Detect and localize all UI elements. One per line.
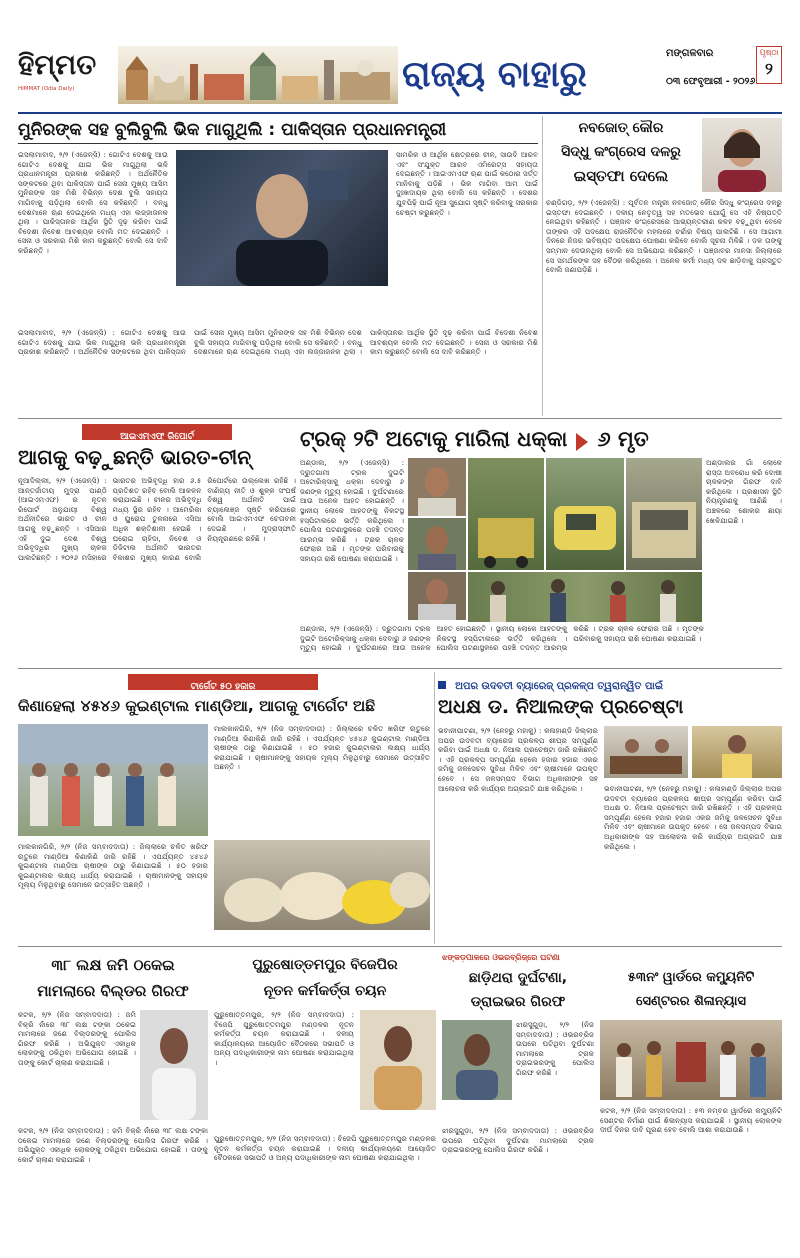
imf-article-body: ନୂଆଦିଲ୍ଲୀ, ୨/୨ (ଏଜେନ୍ସି) : ଆନ୍ତର୍ଜାତୀୟ ମୁଦ୍ରା ପାଣ୍ଠି (ଆଇଏମଏଫ) ର ନୂତନ ରିପୋର୍ଟ ଅନୁଯାୟୀ ବିଶ୍ୱ ଅର୍ଥନୀତିରେ ଭାରତ ଓ ଚୀନ ଆଗକୁ ବଢ଼ୁଛନ୍ତି । ଏସିଆର ଏହି ଦୁଇ ଦେଶ ବିଶ୍ୱ ଅଭିବୃଦ୍ଧିର ମୁଖ୍ୟ ଚାଳକ ପାଲଟିଛନ୍ତି । ୨୦୨୬ ମସିହାରେ ଭାରତର ଅଭିବୃଦ୍ଧି ହାର ୬.୫ ପ୍ରତିଶତ ରହିବ ବୋଲି ଆକଳନ କରାଯାଇଛି । ଚୀନର ଅଭିବୃଦ୍ଧି ମଧ୍ୟ ସ୍ଥିର ରହିବ । ଆମେରିକା ଓ ୟୁରୋପ ତୁଳନାରେ ଏସିଆ ଅଧିକ ଶକ୍ତିଶାଳୀ ହେଉଛି । ଘରୋଇ ଚାହିଦା, ନିବେଶ ଓ ଡିଜିଟାଲ ଅର୍ଥନୀତି ଭାରତର ବିକାଶର ମୁଖ୍ୟ କାରଣ ବୋଲି ରିପୋର୍ଟରେ ଉଲ୍ଲେଖ ରହିଛି । ବାଣିଜ୍ୟ ନୀତି ଓ ଶୁଳ୍କ ସଂଘର୍ଷ ବିଶ୍ୱ ଅର୍ଥନୀତି ପାଇଁ ଚ୍ୟାଲେଞ୍ଜ ସୃଷ୍ଟି କରିପାରେ ବୋଲି ଆଇଏମଏଫ ଚେତାବନୀ ଦେଇଛି । ମୁଦ୍ରାସ୍ଫୀତି ନିୟନ୍ତ୍ରଣରେ ରହିଛି । [18, 476, 296, 562]
story-navjot-kaur [546, 116, 782, 414]
story-bjp-office-bearers [214, 950, 436, 1240]
masthead-rule [18, 112, 782, 114]
divider-row2 [18, 668, 782, 669]
barrage-headline: ଅଧକ୍ଷ ଡ. ନିଆଲଙ୍କ ପ୍ରଚେଷ୍ଟା [438, 696, 684, 718]
column-divider-middle [434, 672, 435, 944]
bjp-article-cont: ପୁରୁଷୋତ୍ତମପୁର, ୨/୨ (ନିଜ ସମ୍ବାଦଦାତା) : ବିଜେପି ପୁରୁଷୋତ୍ତମପୁର ମଣ୍ଡଳର ନୂତନ କର୍ମକର୍ତ୍ତା ଚୟନ କରାଯାଇଛି । ଦଳୀୟ କାର୍ଯ୍ୟାଳୟରେ ଆୟୋଜିତ ବୈଠକରେ ସଭାପତି ଓ ଅନ୍ୟ ପଦାଧିକାରୀଙ୍କ ନାମ ଘୋଷଣା କରାଯାଇଥିଲା । [214, 1134, 436, 1163]
city-skyline-banner [118, 46, 398, 104]
meeting-photo-2 [692, 726, 782, 778]
portrait-man [360, 1010, 436, 1110]
divider-row3 [18, 946, 782, 947]
overbridge-article-body: ଝାରସୁଗୁଡ଼ା, ୨/୨ (ନିଜ ସମ୍ବାଦଦାତା) : ଓଭରବ୍ରିଜ ଉପରେ ଘଟିଥିବା ଦୁର୍ଘଟଣା ମାମଲାରେ ଟ୍ରକ ଡ୍ରାଇଭରଙ୍କୁ ପୋଲିସ ଗିରଫ କରିଛି । [516, 1020, 594, 1077]
sacks-illustration [214, 840, 430, 930]
portrait-silhouette-woman [702, 118, 782, 192]
victim-photo-3 [408, 572, 466, 620]
driver-photo [442, 1020, 512, 1100]
article-continuation: ଇସଲାମାବାଦ, ୨/୨ (ଏଜେନ୍ସି) : ଗୋଟିଏ ଦେଶକୁ ଆଉ ଗୋଟିଏ ଦେଶକୁ ଯାଇ ଭିକ ମାଗୁଥିଲା ଭଳି ପ୍ରଧାନମନ୍ତ୍ରୀ ପ୍ରକାଶ କରିଛନ୍ତି । ଅର୍ଥନୈତିକ ସଙ୍କଟରେ ଥିବା ପାକିସ୍ତାନ ପାଇଁ ସେନା ମୁଖ୍ୟ ଆସିମ ମୁନିରଙ୍କ ସହ ମିଶି ବିଭିନ୍ନ ଦେଶ ବୁଲି ସହାୟତା ମାଗିବାକୁ ପଡ଼ିଥିଲା ବୋଲି ସେ କହିଛନ୍ତି । ବନ୍ଧୁ ଦେଶମାନେ ଋଣ ଦେଇଥିଲେ ମଧ୍ୟ ଏହା ଲଜ୍ଜାଜନକ ଥିଲା । ପାକିସ୍ତାନର ଆର୍ଥିକ ସ୍ଥିତି ଦୃଢ଼ କରିବା ପାଇଁ ବିଦେଶୀ ନିବେଶ ଆବଶ୍ୟକ ବୋଲି ମତ ଦେଇଛନ୍ତି । ସେନା ଓ ସରକାର ମିଶି କାମ କରୁଛନ୍ତି ବୋଲି ସେ ଦାବି କରିଛନ୍ତି । [18, 328, 538, 357]
officials-group [18, 724, 208, 836]
page-number: ୨ [765, 59, 773, 78]
arrow-marker-icon [576, 433, 588, 451]
story-barrage-project [438, 672, 782, 942]
portrait-man [442, 1020, 512, 1100]
person-photo [408, 518, 466, 570]
barrage-kicker-text: ଅପର ଉଦବତୀ ବ୍ୟାରେଜ୍ ପ୍ରକଳ୍ପ ତ୍ୱରାନ୍ୱିତ ପାଇଁ [455, 681, 664, 692]
navjot-headline-line1: ନବଜୋତ୍ କୌର [578, 120, 664, 136]
foundation-ceremony-photo [600, 1020, 782, 1100]
mandia-article-body: ମାଲକାନଗିରି, ୨/୨ (ନିଜ ସମ୍ବାଦଦାତା) : ଜିଲ୍ଲାରେ ଚଳିତ ଖରିଫ ଋତୁରେ ମାଣ୍ଡିଆ କିଣାକିଣି ଜାରି ରହିଛି । ଏପର୍ଯ୍ୟନ୍ତ ୪୫୪୬ କୁଇଣ୍ଟାଲ ମାଣ୍ଡିଆ ଚାଷୀଙ୍କ ଠାରୁ କିଣାଯାଇଛି । ୫୦ ହଜାର କୁଇଣ୍ଟାଲର ଲକ୍ଷ୍ୟ ଧାର୍ଯ୍ୟ କରାଯାଇଛି । ଚାଷୀମାନଙ୍କୁ ସହାୟକ ମୂଲ୍ୟ ମିଳୁଥିବାରୁ ସେମାନେ ଉତ୍ସାହିତ ଅଛନ୍ତି । [18, 842, 208, 890]
story-pakistan-pm [18, 116, 538, 414]
community-article-body: କଟକ, ୨/୨ (ନିଜ ସମ୍ବାଦଦାତା) : ୫୩ ନମ୍ବର ୱାର୍ଡରେ କମ୍ୟୁନିଟି ସେଣ୍ଟର ନିର୍ମାଣ ପାଇଁ ଶିଳାନ୍ୟାସ କରାଯାଇଛି । ସ୍ଥାନୀୟ ଲୋକଙ୍କ ଦୀର୍ଘ ଦିନର ଦାବି ପୂରଣ ହେବ ବୋଲି ଆଶା କରାଯାଉଛି । [600, 1106, 782, 1135]
navjot-article-body: ଚଣ୍ଡିଗଡ଼, ୨/୨ (ଏଜେନ୍ସି) : ପୂର୍ବତନ ମନ୍ତ୍ରୀ ନବଜୋତ୍ କୌର ସିଦ୍ଧୁ କଂଗ୍ରେସ ଦଳରୁ ଇସ୍ତଫା ଦେଇଛନ୍ତି । ଦଳୀୟ ନେତୃତ୍ୱ ସହ ମତଭେଦ ଯୋଗୁଁ ସେ ଏହି ନିଷ୍ପତ୍ତି ନେଇଥିବା କହିଛନ୍ତି । ପଞ୍ଜାବ କଂଗ୍ରେସରେ ଆଭ୍ୟନ୍ତରୀଣ କଳହ ବଢ଼ୁଥିବା ବେଳେ ତାଙ୍କର ଏହି ପଦକ୍ଷେପ ରାଜନୈତିକ ମହଲରେ ଚର୍ଚ୍ଚାର ବିଷୟ ପାଲଟିଛି । ସେ ଆଗାମୀ ଦିନରେ ନିଜର ଭବିଷ୍ୟତ ପଦକ୍ଷେପ ଘୋଷଣା କରିବେ ବୋଲି ସୂଚନା ମିଳିଛି । ଦଳ ତାଙ୍କୁ ସମ୍ମାନ ଦେଉନଥିଲା ବୋଲି ସେ ଅଭିଯୋଗ କରିଛନ୍ତି । ପଞ୍ଜାବର ମାନସା ଜିଲ୍ଲାରେ ସେ ସମର୍ଥକଙ୍କ ସହ ବୈଠକ କରିଥିଲେ । ଅନେକ କର୍ମୀ ମଧ୍ୟ ଦଳ ଛାଡ଼ିବାକୁ ପ୍ରସ୍ତୁତ ବୋଲି ଜଣାପଡ଼ିଛି । [546, 198, 782, 275]
column-divider-top [542, 116, 543, 416]
overbridge-kicker: ଝଙ୍କଡ଼ପାଳରେ ଓଭରବ୍ରିଜ୍‌ରେ ଘଟଣା [442, 953, 560, 962]
accident-scene-photo-3 [626, 458, 702, 570]
overbridge-headline-1: ଛାଡ଼ିଥରା ଦୁର୍ଘଟଣା, [468, 970, 568, 986]
story-overbridge-accident [442, 950, 594, 1240]
barrage-article-body-2: ଭବାନୀପାଟଣା, ୨/୨ (ନେହରୁ ମହାକୁ) : କଳାହାଣ୍ଡି ଜିଲ୍ଲାର ଅପର ଉଦବତୀ ବ୍ୟାରେଜ ପ୍ରକଳ୍ପ ଶୀଘ୍ର ସମ୍ପୂର୍ଣ୍ଣ କରିବା ପାଇଁ ଅଧକ୍ଷ ଡ. ନିଆଲ ପ୍ରଚେଷ୍ଟା ଜାରି ରଖିଛନ୍ତି । ଏହି ପ୍ରକଳ୍ପ ସମ୍ପୂର୍ଣ୍ଣ ହେଲେ ହଜାର ହଜାର ଏକର ଜମିକୁ ଜଳସେଚନ ସୁବିଧା ମିଳିବ ଏବଂ ଚାଷୀମାନେ ଉପକୃତ ହେବେ । ସେ ଜଳସମ୍ପଦ ବିଭାଗ ଅଧିକାରୀଙ୍କ ସହ ଆଲୋଚନା କରି କାର୍ଯ୍ୟର ଅଗ୍ରଗତି ଯାଞ୍ଚ କରିଥିଲେ । [604, 784, 782, 851]
navjot-headline-line2: ସିଦ୍ଧୁ କଂଗ୍ରେସ ଦଳରୁ [561, 144, 681, 160]
mandia-group-photo [18, 724, 208, 836]
accident-article-body-cont: ଅଣ୍ଡାଲ, ୨/୨ (ଏଜେନ୍ସି) : ଦ୍ରୁତଗାମୀ ଟ୍ରକ ଦୁଇଟି ଅଟୋରିକ୍ସାକୁ ଧକ୍କା ଦେବାରୁ ୬ ଜଣଙ୍କ ମୃତ୍ୟୁ ହୋଇଛି । ଦୁର୍ଘଟଣାରେ ଆଉ ଅନେକ ଆହତ ହୋଇଛନ୍ତି । ସ୍ଥାନୀୟ ଲୋକେ ଆହତଙ୍କୁ ନିକଟସ୍ଥ ହସ୍ପିଟାଲରେ ଭର୍ତ୍ତି କରିଥିଲେ । ପୋଲିସ ଘଟଣାସ୍ଥଳରେ ପହଞ୍ଚି ତଦନ୍ତ ଆରମ୍ଭ କରିଛି । ଟ୍ରକ ଚାଳକ ଫେରାର ଅଛି । ମୃତଙ୍କ ପରିବାରକୁ ସହାୟତା ରାଶି ଘୋଷଣା କରାଯାଇଛି । [300, 624, 704, 653]
bjp-article-body: ପୁରୁଷୋତ୍ତମପୁର, ୨/୨ (ନିଜ ସମ୍ବାଦଦାତା) : ବିଜେପି ପୁରୁଷୋତ୍ତମପୁର ମଣ୍ଡଳର ନୂତନ କର୍ମକର୍ତ୍ତା ଚୟନ କରାଯାଇଛି । ଦଳୀୟ କାର୍ଯ୍ୟାଳୟରେ ଆୟୋଜିତ ବୈଠକରେ ସଭାପତି ଓ ଅନ୍ୟ ପଦାଧିକାରୀଙ୍କ ନାମ ଘୋଷଣା କରାଯାଇଥିଲା । [214, 1010, 354, 1067]
day-label: ମଙ୍ଗଳବାର [666, 48, 714, 59]
portrait-man [140, 1010, 208, 1120]
meeting-photo-1 [604, 726, 688, 778]
article-column-1: ଇସଲାମାବାଦ, ୨/୨ (ଏଜେନ୍ସି) : ଗୋଟିଏ ଦେଶକୁ ଆଉ ଗୋଟିଏ ଦେଶକୁ ଯାଇ ଭିକ ମାଗୁଥିଲା ଭଳି ପ୍ରଧାନମନ୍ତ୍ରୀ ପ୍ରକାଶ କରିଛନ୍ତି । ଅର୍ଥନୈତିକ ସଙ୍କଟରେ ଥିବା ପାକିସ୍ତାନ ପାଇଁ ସେନା ମୁଖ୍ୟ ଆସିମ ମୁନିରଙ୍କ ସହ ମିଶି ବିଭିନ୍ନ ଦେଶ ବୁଲି ସହାୟତା ମାଗିବାକୁ ପଡ଼ିଥିଲା ବୋଲି ସେ କହିଛନ୍ତି । ବନ୍ଧୁ ଦେଶମାନେ ଋଣ ଦେଇଥିଲେ ମଧ୍ୟ ଏହା ଲଜ୍ଜାଜନକ ଥିଲା । ପାକିସ୍ତାନର ଆର୍ଥିକ ସ୍ଥିତି ଦୃଢ଼ କରିବା ପାଇଁ ବିଦେଶୀ ନିବେଶ ଆବଶ୍ୟକ ବୋଲି ମତ ଦେଇଛନ୍ତି । ସେନା ଓ ସରକାର ମିଶି କାମ କରୁଛନ୍ତି ବୋଲି ସେ ଦାବି କରିଛନ୍ତି । [18, 150, 168, 255]
story-land-fraud [18, 950, 208, 1240]
story-community-centre [600, 950, 782, 1240]
bjp-headline-1: ପୁରୁଷୋତ୍ତମପୁର ବିଜେପିର [252, 957, 398, 973]
accident-scene-photo-2 [546, 458, 624, 570]
damaged-vehicle [626, 458, 702, 570]
logo [18, 48, 116, 104]
overbridge-article-cont: ଝାରସୁଗୁଡ଼ା, ୨/୨ (ନିଜ ସମ୍ବାଦଦାତା) : ଓଭରବ୍ରିଜ ଉପରେ ଘଟିଥିବା ଦୁର୍ଘଟଣା ମାମଲାରେ ଟ୍ରକ ଡ୍ରାଇଭରଙ୍କୁ ପୋଲିସ ଗିରଫ କରିଛି । [442, 1126, 594, 1155]
navjot-headline [546, 116, 696, 190]
victim-photo-1 [408, 458, 466, 516]
section-title [402, 44, 660, 106]
accident-headline-main: ଟ୍ରକ୍ ୨ଟି ଅଟୋକୁ ମାରିଲା ଧକ୍କା [300, 427, 568, 451]
page-label: ପୃଷ୍ଠା [759, 48, 779, 57]
accident-article-body: ଅଣ୍ଡାଲ, ୨/୨ (ଏଜେନ୍ସି) : ଦ୍ରୁତଗାମୀ ଟ୍ରକ ଦୁଇଟି ଅଟୋରିକ୍ସାକୁ ଧକ୍କା ଦେବାରୁ ୬ ଜଣଙ୍କ ମୃତ୍ୟୁ ହୋଇଛି । ଦୁର୍ଘଟଣାରେ ଆଉ ଅନେକ ଆହତ ହୋଇଛନ୍ତି । ସ୍ଥାନୀୟ ଲୋକେ ଆହତଙ୍କୁ ନିକଟସ୍ଥ ହସ୍ପିଟାଲରେ ଭର୍ତ୍ତି କରିଥିଲେ । ପୋଲିସ ଘଟଣାସ୍ଥଳରେ ପହଞ୍ଚି ତଦନ୍ତ ଆରମ୍ଭ କରିଛି । ଟ୍ରକ ଚାଳକ ଫେରାର ଅଛି । ମୃତଙ୍କ ପରିବାରକୁ ସହାୟତା ରାଶି ଘୋଷଣା କରାଯାଇଛି । [300, 458, 404, 563]
story-mandia-procurement [18, 672, 430, 942]
accident-side-text: ଅଣ୍ଡାଲର ଗାଁ ଲୋକେ ରାସ୍ତା ଅବରୋଧ କରି ଦୋଷୀ ଚାଳକଙ୍କ ଗିରଫ ଦାବି କରିଥିଲେ । ପ୍ରଶାସନ ସ୍ଥିତି ନିୟନ୍ତ୍ରଣକୁ ଆଣିଛି । ଅଞ୍ଚଳରେ ଶୋକର ଛାୟା ଖେଳିଯାଇଛି । [706, 458, 782, 525]
land-fraud-headline-2: ମାମଲାରେ ବିଲ୍ଡର ଗିରଫ [37, 982, 189, 1000]
community-headline-2: ସେଣ୍ଟରର ଶିଳାନ୍ୟାସ [636, 994, 746, 1009]
land-fraud-headline-1: ୩୮ ଲକ୍ଷ ଜମି ଠକେଇ [51, 956, 175, 974]
office-meeting [604, 726, 688, 778]
monuments-illustration [118, 46, 398, 104]
date-box [666, 46, 782, 102]
crowd-silhouettes [468, 572, 702, 622]
overbridge-headline-2: ଡ୍ରାଇଭର ଗିରଫ [470, 994, 566, 1010]
barrage-article-body: ଭବାନୀପାଟଣା, ୨/୨ (ନେହରୁ ମହାକୁ) : କଳାହାଣ୍ଡି ଜିଲ୍ଲାର ଅପର ଉଦବତୀ ବ୍ୟାରେଜ ପ୍ରକଳ୍ପ ଶୀଘ୍ର ସମ୍ପୂର୍ଣ୍ଣ କରିବା ପାଇଁ ଅଧକ୍ଷ ଡ. ନିଆଲ ପ୍ରଚେଷ୍ଟା ଜାରି ରଖିଛନ୍ତି । ଏହି ପ୍ରକଳ୍ପ ସମ୍ପୂର୍ଣ୍ଣ ହେଲେ ହଜାର ହଜାର ଏକର ଜମିକୁ ଜଳସେଚନ ସୁବିଧା ମିଳିବ ଏବଂ ଚାଷୀମାନେ ଉପକୃତ ହେବେ । ସେ ଜଳସମ୍ପଦ ବିଭାଗ ଅଧିକାରୀଙ୍କ ସହ ଆଲୋଚନା କରି କାର୍ଯ୍ୟର ଅଗ୍ରଗତି ଯାଞ୍ଚ କରିଥିଲେ । [438, 726, 598, 793]
mandia-kicker-text: ଟାର୍ଗେଟ୍ ୫୦ ହଜାର [190, 682, 256, 692]
page-number-box [756, 46, 782, 84]
ceremony-group [600, 1020, 782, 1100]
accident-headline-toll: ୬ ମୃତ [597, 427, 649, 451]
land-fraud-article-body: କଟକ, ୨/୨ (ନିଜ ସମ୍ବାଦଦାତା) : ଜମି ବିକ୍ରି ନାଁରେ ୩୮ ଲକ୍ଷ ଟଙ୍କା ଠକେଇ ମାମଲାରେ ଜଣେ ବିଲ୍ଡରଙ୍କୁ ପୋଲିସ ଗିରଫ କରିଛି । ଅଭିଯୁକ୍ତ ଏକାଧିକ ଲୋକଙ୍କୁ ଠକିଥିବା ଅଭିଯୋଗ ହୋଇଛି । ତାଙ୍କୁ କୋର୍ଟ ଚାଲାଣ କରାଯାଇଛି । [18, 1010, 136, 1067]
crowd-photo [468, 572, 702, 622]
bjp-leader-photo [360, 1010, 436, 1110]
crowd-scene [468, 458, 544, 570]
square-bullet-icon [438, 681, 446, 689]
article-column-2: ସାମରିକ ଓ ଆର୍ଥିକ କ୍ଷେତ୍ରରେ ଚୀନ, ସାଉଦି ଆରବ ଏବଂ ସଂଯୁକ୍ତ ଆରବ ଏମିରେଟ୍ସ ସହାୟତା ଦେଇଛନ୍ତି । ଆଇଏମଏଫ ଋଣ ପାଇଁ କଠୋର ସର୍ତ୍ତ ମାନିବାକୁ ପଡ଼ିଛି । ଭିକ ମାଗିବା ଆମ ପାଇଁ ଦୁଃଖଦାୟକ ଥିଲା ବୋଲି ସେ କହିଛନ୍ତି । ଦେଶର ଯୁବପିଢ଼ି ପାଇଁ ନୂଆ ସୁଯୋଗ ସୃଷ୍ଟି କରିବାକୁ ସରକାର ଚେଷ୍ଟା କରୁଛନ୍ତି । [396, 150, 538, 217]
logo-text: ହିମ୍ମତ [18, 48, 97, 81]
mandia-headline: କିଣାହେଲା ୪୫୪୬ କୁଇଣ୍ଟାଲ ମାଣ୍ଡିଆ, ଆଗକୁ ଟାର୍ଗେଟ ଅଛି [18, 697, 376, 715]
community-headline-1: ୫୩ନଂ ୱାର୍ଡରେ କମ୍ୟୁନିଟି [627, 970, 755, 985]
land-fraud-article-cont: କଟକ, ୨/୨ (ନିଜ ସମ୍ବାଦଦାତା) : ଜମି ବିକ୍ରି ନାଁରେ ୩୮ ଲକ୍ଷ ଟଙ୍କା ଠକେଇ ମାମଲାରେ ଜଣେ ବିଲ୍ଡରଙ୍କୁ ପୋଲିସ ଗିରଫ କରିଛି । ଅଭିଯୁକ୍ତ ଏକାଧିକ ଲୋକଙ୍କୁ ଠକିଥିବା ଅଭିଯୋଗ ହୋଇଛି । ତାଙ୍କୁ କୋର୍ଟ ଚାଲାଣ କରାଯାଇଛି । [18, 1126, 208, 1164]
barrage-kicker [438, 674, 782, 690]
mandia-kicker [128, 674, 318, 690]
divider-row1 [18, 418, 782, 419]
accident-headline [300, 424, 782, 454]
accident-scene-photo-1 [468, 458, 544, 570]
mandia-article-top: ମାଲକାନଗିରି, ୨/୨ (ନିଜ ସମ୍ବାଦଦାତା) : ଜିଲ୍ଲାରେ ଚଳିତ ଖରିଫ ଋତୁରେ ମାଣ୍ଡିଆ କିଣାକିଣି ଜାରି ରହିଛି । ଏପର୍ଯ୍ୟନ୍ତ ୪୫୪୬ କୁଇଣ୍ଟାଲ ମାଣ୍ଡିଆ ଚାଷୀଙ୍କ ଠାରୁ କିଣାଯାଇଛି । ୫୦ ହଜାର କୁଇଣ୍ଟାଲର ଲକ୍ଷ୍ୟ ଧାର୍ଯ୍ୟ କରାଯାଇଛି । ଚାଷୀମାନଙ୍କୁ ସହାୟକ ମୂଲ୍ୟ ମିଳୁଥିବାରୁ ସେମାନେ ଉତ୍ସାହିତ ଅଛନ୍ତି । [214, 724, 430, 772]
victim-photo-2 [408, 518, 466, 570]
imf-headline: ଆଗକୁ ବଢ଼ୁଛନ୍ତି ଭାରତ-ଚୀନ୍ [18, 445, 252, 469]
bjp-headline-2: ନୂତନ କର୍ମକର୍ତ୍ତା ଚୟନ [263, 983, 387, 999]
accused-builder-photo [140, 1010, 208, 1120]
logo-subtitle: HIMMAT (Odia Daily) [18, 86, 75, 92]
pakistan-pm-photo [176, 150, 388, 286]
story-imf-report [18, 422, 296, 664]
damaged-auto [546, 458, 624, 570]
navjot-kaur-photo [702, 118, 782, 192]
section-title-text: ରାଜ୍ୟ ବାହାରୁ [402, 54, 587, 95]
portrait-silhouette [176, 150, 388, 286]
issue-date: ୦୩ ଫେବୃଆରୀ - ୨୦୨୬ [666, 76, 756, 87]
imf-kicker-text: ଆଇଏମ୍‌ଏଫ୍ ରିପୋର୍ଟ [120, 432, 194, 442]
person-photo [408, 572, 466, 620]
navjot-headline-line3: ଇସ୍ତଫା ଦେଲେ [573, 167, 669, 185]
masthead [18, 44, 782, 110]
headline-pakistan-pm: ମୁନିରଙ୍କ ସହ ବୁଲିବୁଲି ଭିକ ମାଗୁଥିଲି : ପାକିସ୍ତାନ ପ୍ରଧାନମନ୍ତ୍ରୀ [18, 116, 538, 144]
official-seated [692, 726, 782, 778]
story-truck-accident [300, 422, 782, 664]
grain-sacks-photo [214, 840, 430, 930]
imf-kicker [82, 424, 232, 440]
person-photo [408, 458, 466, 516]
